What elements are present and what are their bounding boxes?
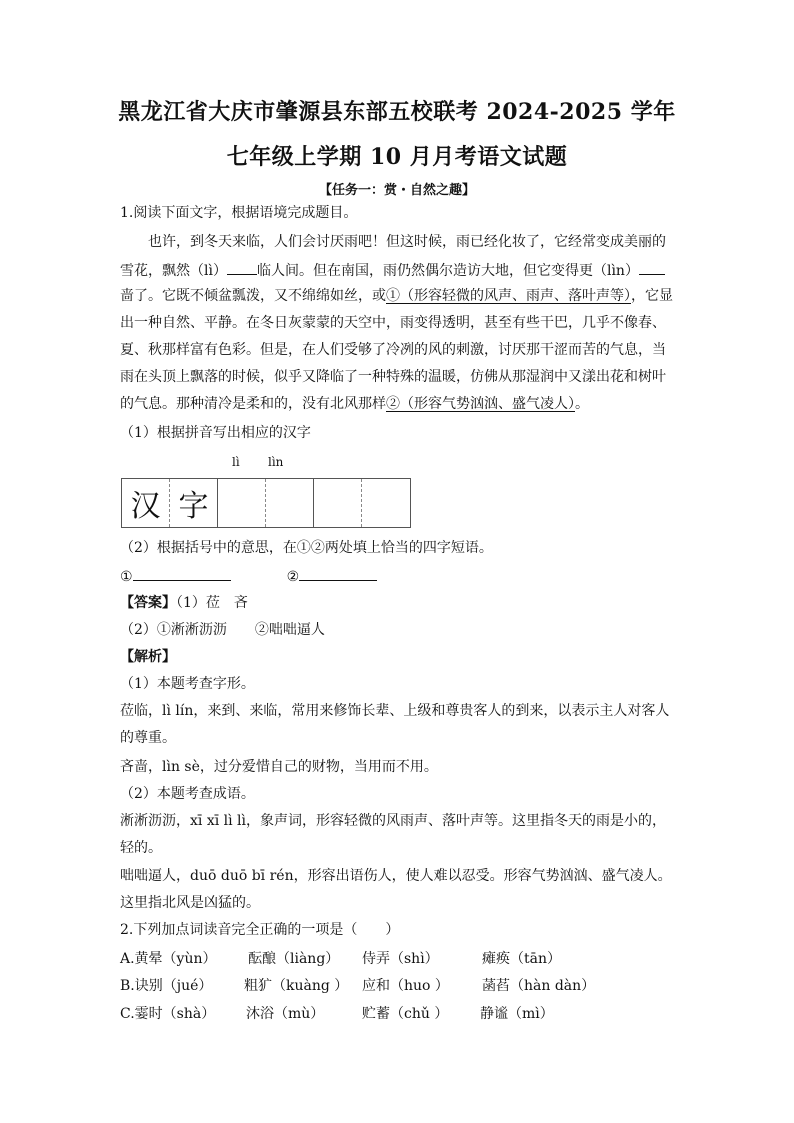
blank-lin: [639, 259, 665, 275]
underlined-hint-1: ①（形容轻微的风声、雨声、落叶声等）: [386, 288, 631, 304]
analysis-label: 【解析】: [120, 649, 176, 665]
passage-line: 出一种自然、平静。在冬日灰蒙蒙的天空中，雨变得透明，甚至有些干巴，几乎不像春、: [120, 315, 666, 331]
sub-question-2: （2）根据括号中的意思，在①②两处填上恰当的四字短语。: [120, 540, 493, 556]
analysis-line: 轻的。: [120, 840, 162, 856]
option-b-item: 粗犷（kuàng ）: [244, 978, 349, 994]
grid-cell: 汉: [122, 479, 170, 527]
option-c-item[interactable]: C.霎时（shà）: [120, 1006, 216, 1022]
blank-li: [227, 259, 257, 275]
passage-line: 雨在头顶上飘落的时候，似乎又降临了一种特殊的温暖，仿佛从那湿润中又漾出花和树叶: [120, 369, 666, 385]
analysis-line: （1）本题考查字形。: [120, 676, 255, 692]
q1-stem: 1.阅读下面文字，根据语境完成题目。: [120, 205, 358, 221]
option-a-item: 酝酿（liàng）: [248, 951, 340, 967]
passage-line: 啬了。它既不倾盆瓢泼，又不绵绵如丝，或①（形容轻微的风声、雨声、落叶声等），它显: [120, 288, 673, 304]
option-c-item: 贮蓄（chǔ ）: [362, 1006, 449, 1022]
writing-grid: [121, 478, 411, 528]
sub-question-1: （1）根据拼音写出相应的汉字: [120, 425, 311, 441]
answer-blank-2[interactable]: [299, 565, 377, 581]
option-c-item: 静谧（mì）: [480, 1006, 554, 1022]
page-title-line2: 七年级上学期 10 月月考语文试题: [226, 144, 568, 170]
answer-label: 【答案】: [120, 595, 176, 611]
page-title-line1: 黑龙江省大庆市肇源县东部五校联考 2024-2025 学年: [118, 99, 676, 125]
grid-cell[interactable]: [314, 479, 362, 527]
pinyin-label-1: lì: [232, 455, 240, 469]
analysis-line: 淅淅沥沥，xī xī lì lì，象声词，形容轻微的风雨声、落叶声等。这里指冬天的雨是小的，: [120, 813, 667, 829]
option-a-item: 侍弄（shì）: [362, 951, 439, 967]
passage-line: 夏、秋那样富有色彩。但是，在人们受够了冷冽的风的刺激，讨厌那干涩而苦的气息，当: [120, 342, 666, 358]
passage-line: 的气息。那种清冷是柔和的，没有北风那样②（形容气势汹汹、盛气凌人）。: [120, 396, 589, 412]
grid-cell[interactable]: [266, 479, 314, 527]
option-b-item[interactable]: B.诀别（jué）: [120, 978, 213, 994]
analysis-line: 莅临，lì lín，来到、来临，常用来修饰长辈、上级和尊贵客人的到来，以表示主人对客人: [120, 703, 670, 719]
option-c-item: 沐浴（mù）: [246, 1006, 325, 1022]
option-a-item[interactable]: A.黄晕（yùn）: [120, 951, 217, 967]
grid-cell[interactable]: [362, 479, 410, 527]
analysis-line: 这里指北风是凶猛的。: [120, 895, 260, 911]
passage-line: 雪花，飘然（lì） 临人间。但在南国，雨仍然偶尔造访大地，但它变得更（lìn）: [120, 259, 680, 281]
fill-blanks-row: ① ②: [120, 565, 680, 587]
analysis-line: 吝啬，lìn sè，过分爱惜自己的财物，当用而不用。: [120, 759, 438, 775]
underlined-hint-2: ②（形容气势汹汹、盛气凌人）: [386, 396, 575, 412]
analysis-line: （2）本题考查成语。: [120, 786, 255, 802]
option-b-item: 应和（huo ）: [362, 978, 449, 994]
q2-stem: 2.下列加点词读音完全正确的一项是（ ）: [120, 922, 400, 938]
grid-cell: 字: [170, 479, 218, 527]
option-b-item: 菡萏（hàn dàn）: [482, 978, 596, 994]
analysis-line: 的尊重。: [120, 730, 176, 746]
grid-cell[interactable]: [218, 479, 266, 527]
pinyin-label-2: lìn: [268, 455, 284, 469]
task-heading: 【任务一：赏・自然之趣】: [318, 183, 475, 198]
passage-line: 也许，到冬天来临，人们会讨厌雨吧！但这时候，雨已经化妆了，它经常变成美丽的: [148, 234, 666, 250]
answer-line-1: 【答案】（1）莅 吝: [120, 595, 248, 611]
option-a-item: 瘫痪（tān）: [482, 951, 561, 967]
answer-line-2: （2）①淅淅沥沥 ②咄咄逼人: [120, 622, 325, 638]
analysis-line: 咄咄逼人，duō duō bī rén，形容出语伤人，使人难以忍受。形容气势汹汹、盛气凌人。: [120, 868, 672, 884]
answer-blank-1[interactable]: [133, 565, 231, 581]
